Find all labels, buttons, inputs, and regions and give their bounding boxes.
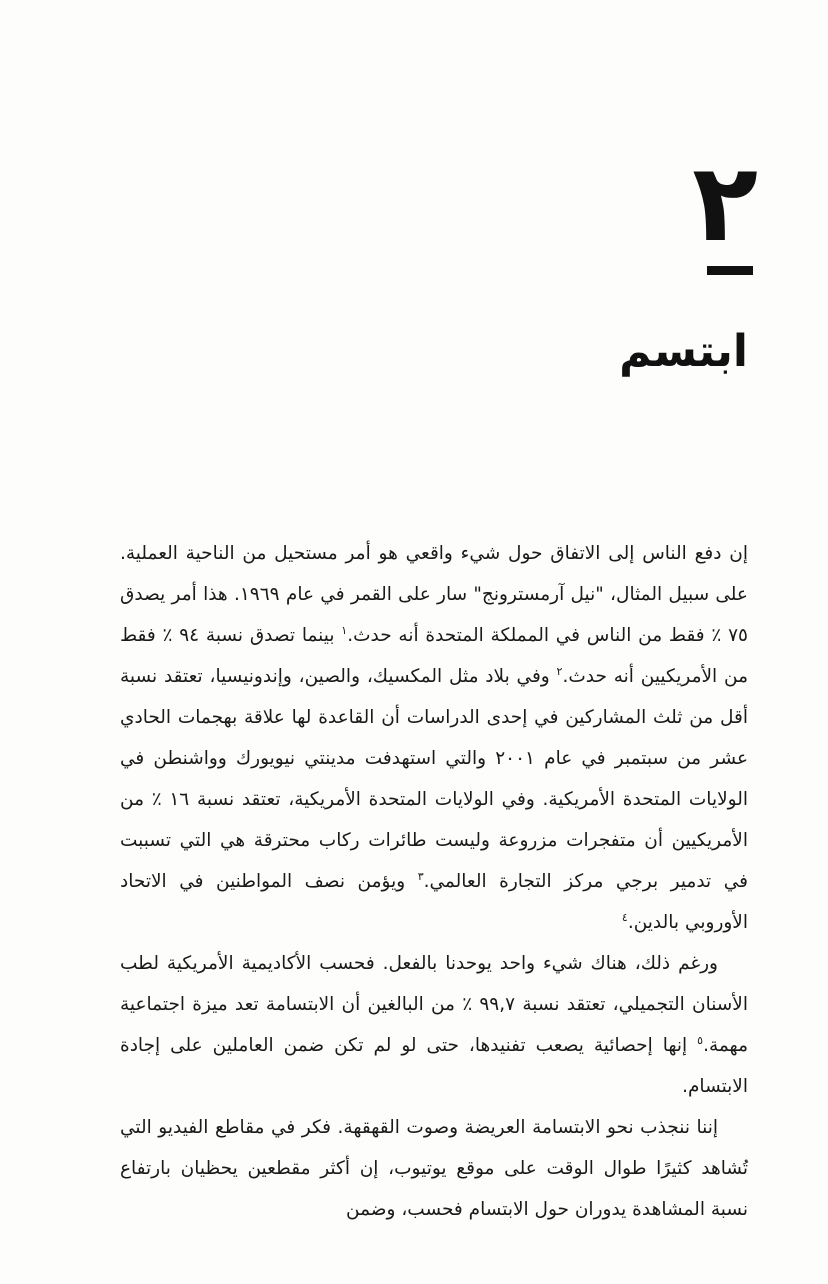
chapter-number-underline	[707, 266, 753, 275]
paragraph-text: وفي بلاد مثل المكسيك، والصين، وإندونيسيا، تعتقد نسبة أقل من ثلث المشاركين في إحدى الدراسات أن القاعدة لها علاقة بهجمات الحادي عشر من سبتمبر في عام ٢٠٠١ والتي استهدفت مدينتي نيويورك وواشنطن في الولايات المتحدة الأمريكية. وفي الولايات المتحدة الأمريكية، تعتقد نسبة ١٦ ٪ من الأمريكيين أن متفجرات مزروعة وليست طائرات ركاب محترقة هي التي تسببت في تدمير برجي مركز التجارة العالمي.	[120, 666, 748, 892]
chapter-body	[120, 533, 748, 1230]
paragraph-text: إنها إحصائية يصعب تفنيدها، حتى لو لم تكن ضمن العاملين على إجادة الابتسام.	[120, 1035, 748, 1097]
footnote-marker: ٤	[621, 910, 628, 924]
footnote-marker: ١	[341, 623, 348, 637]
footnote-marker: ٢	[556, 664, 563, 678]
paragraph-text: ويؤمن نصف المواطنين في الاتحاد الأوروبي بالدين.	[120, 871, 748, 933]
footnote-marker: ٣	[417, 869, 424, 883]
paragraph-text: إن دفع الناس إلى الاتفاق حول شيء واقعي هو أمر مستحيل من الناحية العملية. على سبيل المثال، "نيل آرمسترونج" سار على القمر في عام ١٩٦٩. هذا أمر يصدق ٧٥ ٪ فقط من الناس في المملكة المتحدة أنه حدث.	[120, 543, 748, 646]
paragraph-2	[120, 943, 748, 1107]
chapter-title: ابتسم	[619, 326, 748, 377]
paragraph-text: إننا ننجذب نحو الابتسامة العريضة وصوت القهقهة. فكر في مقاطع الفيديو التي تُشاهد كثيرًا طوال الوقت على موقع يوتيوب، إن أكثر مقطعين يحظيان بارتفاع نسبة المشاهدة يدوران حول الابتسام فحسب، وضمن	[120, 1117, 748, 1220]
paragraph-1	[120, 533, 748, 943]
chapter-number: ٢	[692, 141, 758, 266]
paragraph-3	[120, 1107, 748, 1230]
footnote-marker: ٥	[697, 1033, 704, 1047]
paragraph-text: بينما تصدق نسبة ٩٤ ٪ فقط من الأمريكيين أنه حدث.	[120, 625, 748, 687]
paragraph-text: ورغم ذلك، هناك شيء واحد يوحدنا بالفعل. فحسب الأكاديمية الأمريكية لطب الأسنان التجميلي، تعتقد نسبة ٩٩,٧ ٪ من البالغين أن الابتسامة تعد ميزة اجتماعية مهمة.	[120, 953, 748, 1056]
